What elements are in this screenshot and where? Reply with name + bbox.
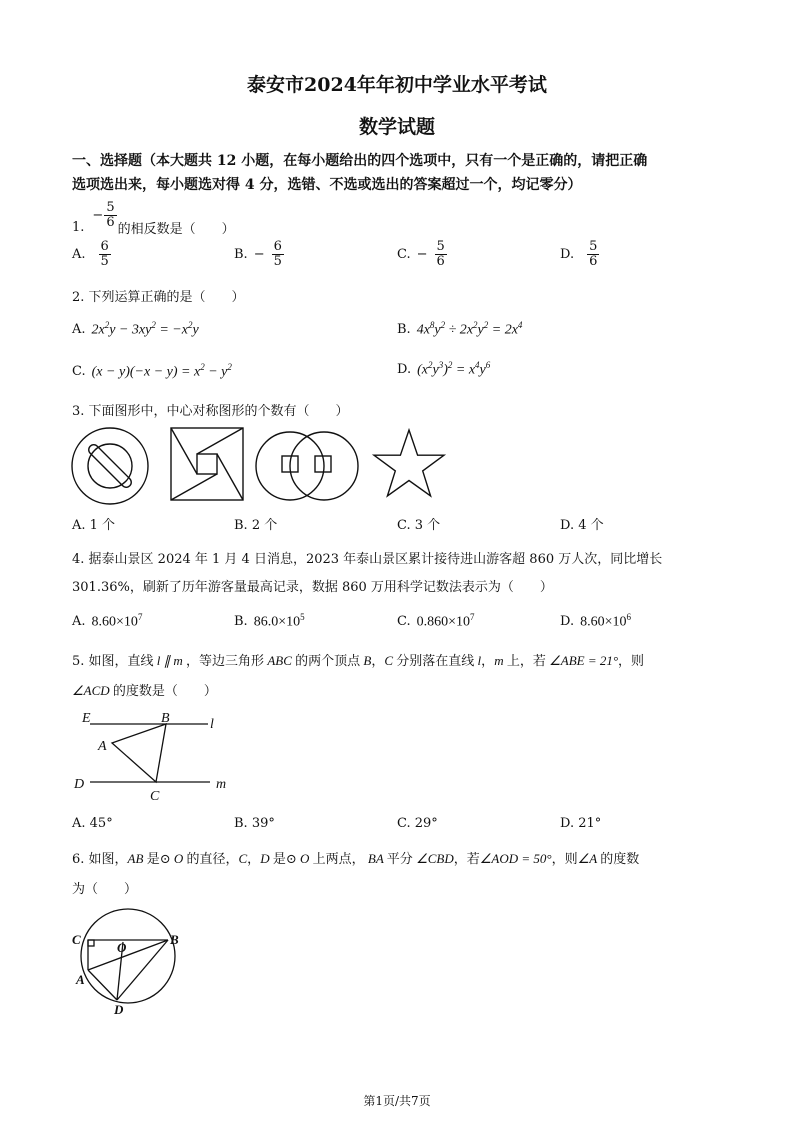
option-value: $8.60\times 10^6$ bbox=[580, 612, 631, 630]
fraction-denominator: 6 bbox=[106, 215, 115, 230]
fraction-numerator: 5 bbox=[589, 239, 598, 254]
q6-text-a: 6. 如图， bbox=[72, 852, 128, 867]
q5-option-d[interactable]: D. 21° bbox=[560, 816, 602, 831]
point-c-label: C bbox=[72, 932, 81, 947]
section-heading-line2: 选项选出来，每小题选对得 4 分，选错、不选或选出的答案超过一个，均记零分） bbox=[72, 177, 582, 193]
point-d-label: D bbox=[74, 777, 85, 792]
question-5-line2: ∠ACD 的度数是（ ） bbox=[72, 683, 217, 699]
q1-option-a[interactable] bbox=[72, 240, 112, 269]
q5-option-a[interactable]: A. 45° bbox=[72, 816, 113, 831]
option-label: C. bbox=[397, 247, 411, 262]
exponent: 5 bbox=[300, 612, 305, 622]
mantissa: 0.860 bbox=[416, 614, 449, 630]
q1-option-d[interactable] bbox=[560, 240, 600, 269]
question-6-line2: 为（ ） bbox=[72, 882, 138, 897]
question-4-line1: 4. 据泰山景区 2024 年 1 月 4 日消息，2023 年泰山景区累计接待进山游客超 860 万人次，同比增长 bbox=[72, 552, 663, 567]
question-6-line1: 6. 如图，AB 是⊙ O 的直径，C，D 是⊙ O 上两点， BA 平分 ∠CBD，若∠AOD = 50°，则∠A 的度数 bbox=[72, 851, 640, 867]
option-label: C. bbox=[397, 613, 411, 629]
q6-figure bbox=[70, 902, 190, 1018]
fraction-denominator: 5 bbox=[273, 254, 282, 269]
option-value: $8.60\times 10^7$ bbox=[91, 612, 143, 630]
option-expression: $4x^8y^2 \div 2x^2y^2 = 2x^4$ bbox=[416, 320, 523, 338]
option-label: C. bbox=[72, 363, 86, 379]
q5-text-c: 的两个顶点 bbox=[295, 654, 361, 669]
q5-option-b[interactable]: B. 39° bbox=[234, 816, 275, 831]
fraction-denominator: 6 bbox=[436, 254, 445, 269]
q6-text-h: ，则 bbox=[551, 852, 578, 867]
option-value: $86.0\times 10^5$ bbox=[253, 612, 305, 630]
mantissa: 8.60 bbox=[91, 614, 117, 630]
line-m-label: m bbox=[216, 777, 227, 792]
point-o-label: O bbox=[117, 940, 127, 955]
mantissa: 86.0 bbox=[253, 614, 279, 630]
q4-option-d[interactable] bbox=[560, 612, 631, 631]
q6-text-i: 的度数 bbox=[600, 852, 640, 867]
page-footer: 第1页/共7页 bbox=[363, 1094, 431, 1108]
q3-option-a[interactable]: A. 1 个 bbox=[72, 518, 116, 533]
fraction-denominator: 6 bbox=[589, 254, 598, 269]
q5-figure bbox=[70, 708, 240, 804]
question-3-stem: 3. 下面图形中，中心对称图形的个数有（ ） bbox=[72, 404, 349, 419]
q2-option-d[interactable] bbox=[397, 360, 490, 379]
option-label: D. bbox=[397, 361, 412, 377]
page-subtitle: 数学试题 bbox=[358, 116, 435, 138]
q6-text-f: 平分 bbox=[386, 852, 413, 867]
option-sign: − bbox=[416, 247, 428, 262]
option-fraction bbox=[99, 240, 111, 269]
q2-option-b[interactable] bbox=[397, 320, 522, 339]
q3-figures bbox=[68, 424, 448, 508]
line-l-label: l bbox=[210, 717, 214, 732]
point-d-label: D bbox=[114, 1002, 124, 1017]
point-c-label: C bbox=[150, 789, 160, 804]
question-4-line2: 301.36%，刷新了历年游客量最高记录，数据 860 万用科学记数法表示为（ ） bbox=[72, 580, 553, 595]
q5-text-f: ，则 bbox=[618, 654, 645, 669]
point-a-label: A bbox=[98, 739, 107, 754]
q5-text-d: 分别落在直线 bbox=[396, 654, 475, 669]
fraction-denominator: 5 bbox=[100, 254, 109, 269]
q4-option-c[interactable] bbox=[397, 612, 475, 631]
option-sign: − bbox=[253, 247, 265, 262]
q5-option-c[interactable]: C. 29° bbox=[397, 816, 438, 831]
q2-option-a[interactable] bbox=[72, 320, 199, 339]
fraction-numerator: 6 bbox=[273, 239, 282, 254]
mantissa: 8.60 bbox=[580, 614, 605, 630]
option-expression: $(x^2y^3)^2 = x^4y^6$ bbox=[417, 360, 491, 378]
q5-text-a: 5. 如图，直线 bbox=[72, 654, 154, 669]
question-2-stem: 2. 下列运算正确的是（ ） bbox=[72, 290, 245, 305]
option-label: B. bbox=[397, 321, 411, 337]
q5-text-b: ，等边三角形 bbox=[186, 654, 265, 669]
figure-ring-with-slash bbox=[72, 428, 148, 504]
fraction-numerator: 5 bbox=[436, 239, 445, 254]
option-expression: $(x - y)(-x - y) = x^2 - y^2$ bbox=[91, 362, 232, 380]
point-a-label: A bbox=[76, 972, 85, 987]
fraction-numerator: 5 bbox=[106, 200, 115, 215]
figure-two-circles-squares bbox=[256, 432, 358, 500]
q4-option-a[interactable] bbox=[72, 612, 142, 631]
fraction bbox=[104, 201, 116, 230]
exponent: 7 bbox=[470, 612, 475, 622]
option-value: $0.860\times 10^7$ bbox=[416, 612, 475, 630]
question-text: 的相反数是（ ） bbox=[117, 222, 235, 237]
q3-option-b[interactable]: B. 2 个 bbox=[234, 518, 278, 533]
q6-text-e: 上两点， bbox=[312, 852, 365, 867]
question-1-stem bbox=[72, 200, 235, 237]
q3-option-c[interactable]: C. 3 个 bbox=[397, 518, 441, 533]
option-fraction bbox=[435, 240, 447, 269]
question-5-line1: 5. 如图，直线 l ∥ m ，等边三角形 ABC 的两个顶点 B，C 分别落在直线 l，m 上，若 ∠ABE = 21°，则 bbox=[72, 653, 645, 669]
q5-text-e: 上，若 bbox=[506, 654, 546, 669]
page-title: 泰安市2024年年初中学业水平考试 bbox=[247, 74, 547, 96]
option-label: B. bbox=[234, 613, 248, 629]
q1-option-b[interactable] bbox=[234, 240, 285, 269]
option-label: D. bbox=[560, 247, 575, 262]
q6-text-b: 是⊙ bbox=[146, 852, 171, 867]
point-b-label: B bbox=[161, 711, 170, 726]
exponent: 7 bbox=[137, 612, 143, 622]
option-label: A. bbox=[72, 321, 86, 337]
q6-text-d: 是⊙ bbox=[272, 852, 297, 867]
fraction-numerator: 6 bbox=[100, 239, 109, 254]
fraction-sign: − bbox=[92, 208, 104, 223]
q4-option-b[interactable] bbox=[234, 612, 305, 631]
figure-pinwheel-square bbox=[171, 428, 243, 500]
q6-text-g: ，若 bbox=[453, 852, 480, 867]
point-e-label: E bbox=[82, 711, 91, 726]
option-label: A. bbox=[72, 247, 86, 262]
question-number: 1. bbox=[72, 220, 85, 235]
q6-text-c: 的直径， bbox=[186, 852, 239, 867]
option-label: B. bbox=[234, 247, 248, 262]
q3-option-d[interactable]: D. 4 个 bbox=[560, 518, 604, 533]
q5-text-line2: 的度数是（ ） bbox=[112, 684, 217, 699]
figure-star bbox=[374, 430, 444, 496]
exponent: 6 bbox=[626, 612, 631, 622]
option-label: D. bbox=[560, 613, 575, 629]
q2-option-c[interactable] bbox=[72, 362, 232, 381]
section-heading-line1: 一、选择题（本大题共 12 小题，在每小题给出的四个选项中，只有一个是正确的，请把正确 bbox=[72, 153, 648, 169]
option-expression: $2x^2y - 3xy^2 = -x^2y$ bbox=[91, 320, 199, 338]
q1-option-c[interactable] bbox=[397, 240, 448, 269]
option-fraction bbox=[272, 240, 284, 269]
option-fraction bbox=[587, 240, 599, 269]
option-label: A. bbox=[72, 613, 86, 629]
point-b-label: B bbox=[170, 932, 179, 947]
